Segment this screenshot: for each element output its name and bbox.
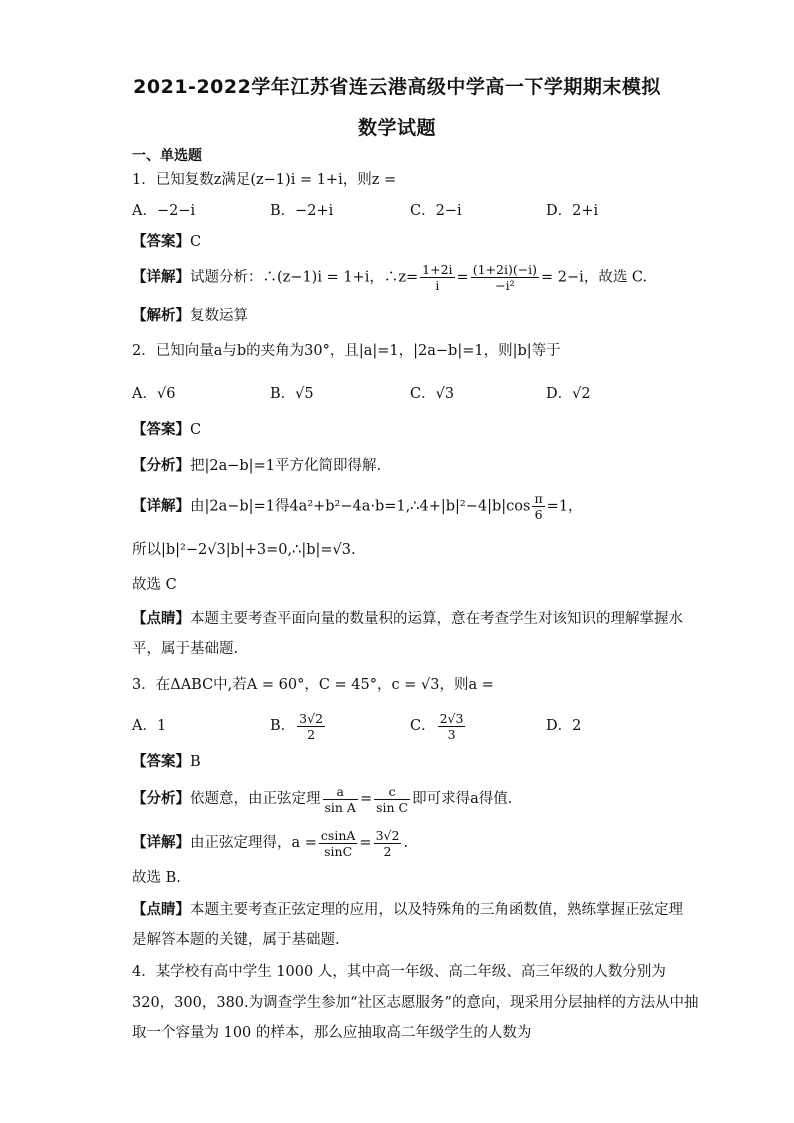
q3-conclude: 故选 B. <box>132 870 181 886</box>
title-line-1: 2021-2022学年江苏省连云港高级中学高一下学期期末模拟 <box>133 76 661 98</box>
equals: = <box>359 835 372 851</box>
q2-fenxi <box>132 456 381 476</box>
q2-dianjing-1 <box>132 609 683 629</box>
denominator: i <box>435 278 440 293</box>
fraction <box>374 784 410 815</box>
q3-option-a: A．1 <box>132 718 167 734</box>
fraction <box>471 262 539 293</box>
numerator: c <box>374 784 410 800</box>
q1-stem: 1．已知复数z满足(z−1)i = 1+i，则z = <box>132 172 397 188</box>
answer-tag: 【答案】 <box>132 754 190 770</box>
fenxi-text: 把|2a−b|=1平方化简即得解. <box>190 458 382 474</box>
detail-tag: 【详解】 <box>132 269 190 286</box>
q4-line-1: 4．某学校有高中学生 1000 人，其中高一年级、高二年级、高三年级的人数分别为 <box>132 964 666 980</box>
q1-option-a: A．−2−i <box>132 203 196 219</box>
q2-conclude: 故选 C <box>132 577 177 593</box>
q3-detail <box>132 826 408 860</box>
q2-detail-2: 所以|b|²−2√3|b|+3=0,∴|b|=√3. <box>132 542 356 558</box>
q2-answer <box>132 420 201 440</box>
q3-option-b <box>270 706 327 746</box>
q3-dianjing-2: 是解答本题的关键，属于基础题. <box>132 932 340 948</box>
dianjing-text: 本题主要考查平面向量的数量积的运算，意在考查学生对该知识的理解掌握水 <box>190 611 683 627</box>
numerator: π <box>534 491 543 506</box>
detail-text: 由正弦定理得，a = <box>190 835 317 851</box>
denominator: −i² <box>495 278 515 293</box>
numerator: 2√3 <box>439 710 464 726</box>
fraction <box>532 491 544 522</box>
numerator: 3√2 <box>375 827 400 843</box>
numerator: 1+2i <box>422 262 453 277</box>
option-label: B． <box>270 718 296 734</box>
option-label: C． <box>410 718 436 734</box>
q3-answer <box>132 752 201 772</box>
denominator: 6 <box>534 507 543 522</box>
title-line-2: 数学试题 <box>357 117 436 139</box>
equals: = <box>456 269 469 286</box>
detail-text: = 2−i，故选 C. <box>541 269 648 286</box>
fenxi-tag: 【分析】 <box>132 791 190 807</box>
q1-answer <box>132 232 201 252</box>
q3-stem: 3．在ΔABC中,若A = 60°，C = 45°，c = √3，则a = <box>132 677 494 693</box>
q3-option-d: D．2 <box>546 718 582 734</box>
q3-fenxi <box>132 782 512 816</box>
analysis-text: 复数运算 <box>190 308 248 324</box>
section-heading: 一、单选题 <box>132 148 202 164</box>
q4-line-2: 320，300，380.为调查学生参加“社区志愿服务”的意向，现采用分层抽样的方法从中抽 <box>132 995 699 1011</box>
dianjing-tag: 【点睛】 <box>132 902 190 918</box>
q3-option-c <box>410 706 467 746</box>
answer-value: C <box>190 422 202 438</box>
q1-option-b: B．−2+i <box>270 203 334 219</box>
analysis-tag: 【解析】 <box>132 308 190 324</box>
dianjing-text: 本题主要考查正弦定理的应用，以及特殊角的三角函数值，熟练掌握正弦定理 <box>190 902 683 918</box>
denominator: sinC <box>324 843 353 859</box>
q2-option-d: D．√2 <box>546 386 591 402</box>
detail-text: 试题分析：∴(z−1)i = 1+i，∴z= <box>190 269 419 286</box>
fenxi-text: 即可求得a得值. <box>412 791 513 807</box>
detail-text: =1， <box>546 498 583 515</box>
denominator: sin C <box>376 799 409 815</box>
detail-text: 由|2a−b|=1得4a²+b²−4a·b=1,∴4+|b|²−4|b|cos <box>190 498 531 515</box>
detail-tag: 【详解】 <box>132 835 190 851</box>
denominator: 2 <box>383 843 392 859</box>
answer-tag: 【答案】 <box>132 422 190 438</box>
numerator: (1+2i)(−i) <box>472 262 538 277</box>
detail-tag: 【详解】 <box>132 498 190 515</box>
q2-detail <box>132 491 583 522</box>
fraction <box>319 828 358 859</box>
fraction <box>374 828 402 859</box>
fraction <box>420 262 454 293</box>
numerator: csinA <box>320 827 356 843</box>
q1-analysis <box>132 306 248 326</box>
q2-option-a: A．√6 <box>132 386 176 402</box>
equals: = <box>359 791 373 807</box>
denominator: sin A <box>324 799 356 815</box>
fraction <box>438 711 466 742</box>
fenxi-tag: 【分析】 <box>132 458 190 474</box>
q1-detail <box>132 262 647 293</box>
answer-value: C <box>190 234 202 250</box>
numerator: a <box>323 784 358 800</box>
q4-line-3: 取一个容量为 100 的样本，那么应抽取高二年级学生的人数为 <box>132 1025 532 1041</box>
q2-dianjing-2: 平，属于基础题. <box>132 641 239 657</box>
answer-tag: 【答案】 <box>132 234 190 250</box>
q1-option-c: C．2−i <box>410 203 462 219</box>
q2-stem: 2．已知向量a与b的夹角为30°，且|a|=1，|2a−b|=1，则|b|等于 <box>132 343 561 359</box>
denominator: 3 <box>447 726 456 742</box>
q1-option-d: D．2+i <box>546 203 599 219</box>
fraction <box>297 711 325 742</box>
answer-value: B <box>190 754 201 770</box>
denominator: 2 <box>307 726 316 742</box>
dianjing-tag: 【点睛】 <box>132 611 190 627</box>
q2-option-c: C．√3 <box>410 386 455 402</box>
detail-text: . <box>403 835 409 851</box>
q3-dianjing-1 <box>132 900 683 920</box>
fraction <box>323 784 358 815</box>
fenxi-text: 依题意，由正弦定理 <box>190 791 321 807</box>
q2-option-b: B．√5 <box>270 386 314 402</box>
numerator: 3√2 <box>299 710 324 726</box>
